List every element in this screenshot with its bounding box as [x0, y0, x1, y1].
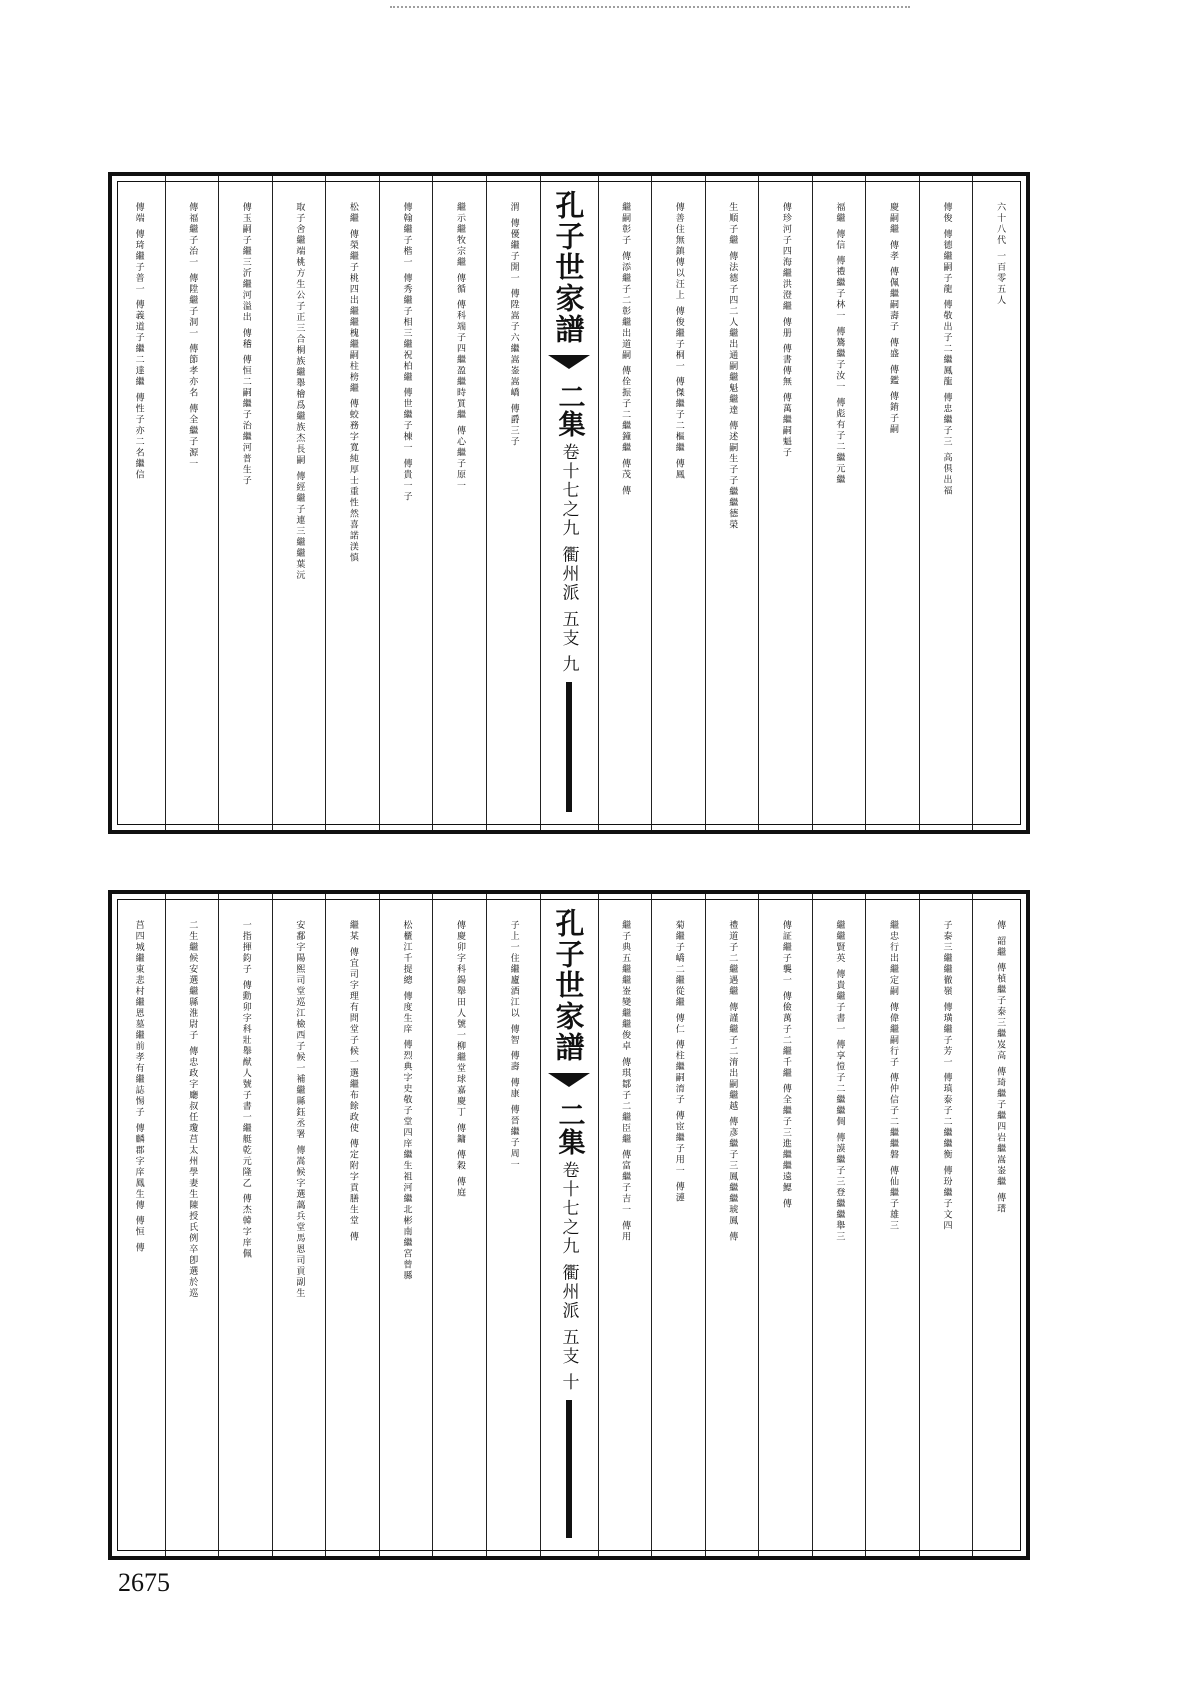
- bottom-page-panel: [108, 890, 1030, 1560]
- genealogy-column: [272, 894, 326, 1556]
- genealogy-column: [919, 176, 973, 830]
- genealogy-column: [379, 176, 433, 830]
- genealogy-column: [598, 894, 652, 1556]
- genealogy-column: [218, 176, 272, 830]
- column-text: 傳端 傳琦繼子普一 傳義道子繼二達繼 傳性子亦二名繼信: [133, 202, 144, 481]
- genealogy-column: [865, 176, 919, 830]
- genealogy-column: [432, 176, 486, 830]
- page-header-column: [540, 176, 598, 830]
- chapter-label: 卷十七之九 衢州派 五支 九: [558, 443, 579, 675]
- genealogy-column: [432, 894, 486, 1556]
- column-text: 傳 韶繼 傳楨繼子泰三繼岌高 傳琦繼子繼四岩繼嵩崟繼 傳瑨: [995, 920, 1006, 1215]
- genealogy-column: [919, 894, 973, 1556]
- column-text: 傳証繼子襲一 傳儉萬子二繼千繼 傳全繼子三進繼繼遠鰓 傳: [780, 920, 791, 1210]
- column-text: 二生繼候安選繼縣淮尉子 傳忠政字廳叔任瓊莒太州學妻生陳授氏例卒卽選於巡: [187, 920, 198, 1299]
- genealogy-column: [651, 894, 705, 1556]
- genealogy-column: [972, 894, 1026, 1556]
- page-header-column: [540, 894, 598, 1556]
- column-text: 繼繼賢英 傳貴繼子書一 傳享愷子二繼繼倜 傳謨繼子三登繼繼舉三: [834, 920, 845, 1243]
- column-text: 繼子典五繼繼崟變繼繼俊卓 傳琪鄒子二繼臣繼 傳富繼子吉一 傳用: [620, 920, 631, 1243]
- column-text: 安鄱字陽熙司堂巡江檢西子候一補繼縣鈺丞署 傳嵩候字選藹兵堂馬恩司貢副生: [294, 920, 305, 1299]
- genealogy-column: [812, 176, 866, 830]
- chapter-label: 卷十七之九 衢州派 五支 十: [558, 1161, 579, 1393]
- genealogy-column: [598, 176, 652, 830]
- column-text: 傳玉嗣子繼三沂繼河溢出 傳稽 傳恒二嗣繼子治繼河普生子: [240, 202, 251, 487]
- column-text: 子上一住繼廬酒江以 傳智 傳壽 傳康 傳晉繼子周一: [508, 920, 519, 1171]
- column-text: 傳翰繼子楷一 傳秀繼子相三繼祝柏繼 傳世繼子棟一 傳貴一子: [401, 202, 412, 503]
- column-text: 取子舍繼端桃方生公子正三合桐族繼舉檜爲繼族杰長嗣 傳經繼子連三繼繼葉沅: [294, 202, 305, 581]
- genealogy-column: [705, 176, 759, 830]
- volume-label: 二集: [553, 383, 585, 437]
- genealogy-column: [758, 894, 812, 1556]
- genealogy-column: [218, 894, 272, 1556]
- center-rule: [566, 1400, 572, 1538]
- genealogy-column: [325, 894, 379, 1556]
- column-text: 繼忠行出繼定嗣 傳偉繼嗣行子 傳仲信子二繼繼磐 傳仙繼子雄三: [887, 920, 898, 1232]
- genealogy-column: [379, 894, 433, 1556]
- genealogy-column: [812, 894, 866, 1556]
- book-title: 孔子世家譜: [551, 908, 586, 1063]
- genealogy-column: [112, 894, 165, 1556]
- column-text: 莒四城繼東悲村繼恩墓繼前孝有繼誌惕子 傳麟郡字庠鳳生傳 傳恒 傳: [133, 920, 144, 1254]
- column-text: 六十八代 一百零五人: [995, 202, 1006, 306]
- column-text: 禮道子二繼遇繼 傳謹繼子二淯出嗣繼越 傳彥繼子三鳳繼繼琥鳳 傳: [727, 920, 738, 1243]
- column-text: 傳慶卯字科鍚舉田人號一柳繼堂球嘉慶丁 傳鏞 傳穀 傳庭: [455, 920, 466, 1199]
- column-text: 松櫃江千提總 傳度生庠 傳烈典字史敬子堂四庠繼生祖河繼北彬南繼宮曾縣: [401, 920, 412, 1282]
- column-text: 傳俊 傳德繼嗣子龍 傳敬出子二繼鳳龍 傳忠繼子三 高倶出福: [941, 202, 952, 497]
- genealogy-column: [112, 176, 165, 830]
- genealogy-column: [972, 176, 1026, 830]
- book-title: 孔子世家譜: [551, 190, 586, 345]
- genealogy-column: [272, 176, 326, 830]
- column-text: 松繼 傳榮繼子桃四出繼繼槐繼嗣柱榜繼 傳蛟務字寬純厚士重性然喜諾渼慎: [347, 202, 358, 564]
- genealogy-column: [865, 894, 919, 1556]
- center-rule: [566, 682, 572, 812]
- column-text: 一指揮鈞子 傳勳卯字科壯舉猷人號子書一繼艇乾元隆乙 傳杰韓字庠佩: [240, 920, 251, 1260]
- genealogy-column: [705, 894, 759, 1556]
- column-text: 菊繼子嶠二繼從繼 傳仁 傳柱繼嗣淯子 傳宦繼子用一 傳漣: [673, 920, 684, 1204]
- column-text: 繼示繼牧宗繼 傳循 傳科端子四繼盈繼時質繼 傳心繼子原一: [455, 202, 466, 492]
- genealogy-column: [165, 894, 219, 1556]
- page-number: 2675: [118, 1568, 170, 1597]
- column-text: 子泰三繼繼徹嶺 傳璜繼子芳一 傳瑱泰子二繼繼衡 傳玢繼子文四: [941, 920, 952, 1232]
- column-text: 慶嗣繼 傳孝 傳佩繼嗣壽子 傳盛 傳鑑 傳錥子嗣: [887, 202, 898, 436]
- genealogy-column: [758, 176, 812, 830]
- genealogy-column: [486, 894, 540, 1556]
- fish-tail-ornament: [548, 1069, 590, 1097]
- genealogy-column: [486, 176, 540, 830]
- column-text: 繼某 傳宜司字理有問堂子候一選繼布餘政使 傳定附字貢膳生堂 傳: [347, 920, 358, 1243]
- column-text: 生順子繼 傳法德子四二人繼出通嗣繼魁繼達 傳述嗣生子子繼繼德榮: [727, 202, 738, 531]
- column-text: 傳福繼子治一 傳陞繼子洞一 傳節孝亦名 傳全繼子源一: [187, 202, 198, 470]
- column-text: 傳善住無鎮傳以汪上 傳俊繼子桐一 傳傑繼子二樞繼 傳鳳: [673, 202, 684, 481]
- column-text: 福繼 傳信 傳禮繼子林一 傳鷟繼子汝一 傳彪有子二繼元繼: [834, 202, 845, 486]
- column-text: 傳珍河子四海繼洪澄繼 傳册 傳書傳無 傳萬繼嗣魁子: [780, 202, 791, 459]
- fish-tail-ornament: [548, 351, 590, 379]
- genealogy-column: [325, 176, 379, 830]
- column-text: 繼嗣彰子 傳添繼子二彰繼出道嗣 傳佺振子二繼鐘繼 傳茂 傳: [620, 202, 631, 497]
- volume-label: 二集: [553, 1101, 585, 1155]
- top-page-panel: [108, 172, 1030, 834]
- genealogy-column: [165, 176, 219, 830]
- column-text: 渭 傳優繼子開一 傳陞嵩子六繼嵩崟嵩嶠 傳爵三子: [508, 202, 519, 448]
- top-edge-marks: [390, 6, 910, 22]
- genealogy-column: [651, 176, 705, 830]
